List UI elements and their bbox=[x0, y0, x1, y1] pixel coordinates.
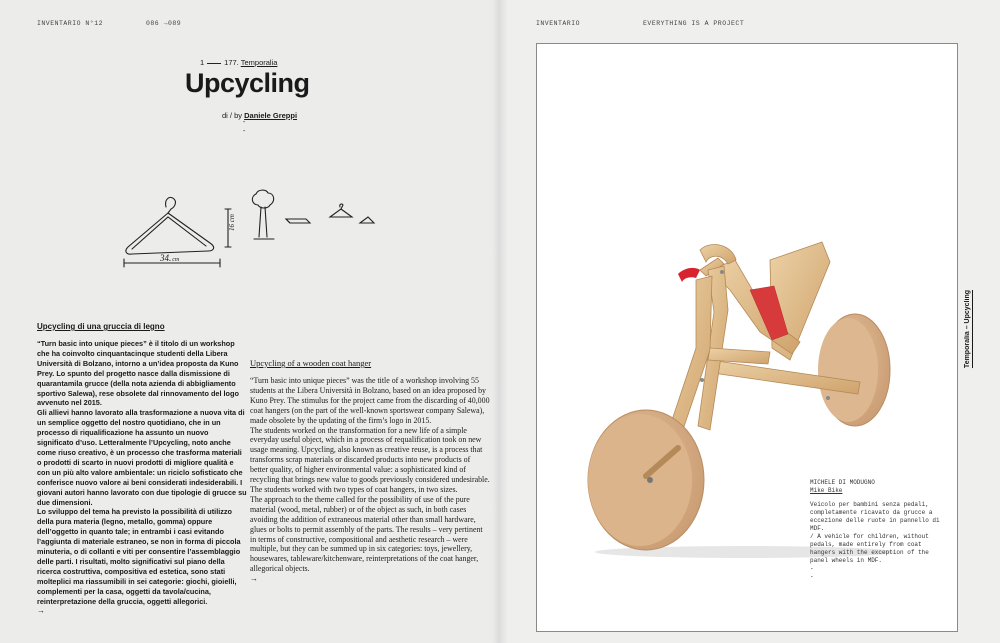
front-wheel-face bbox=[588, 414, 692, 546]
byline bbox=[222, 111, 297, 120]
section-tag bbox=[200, 58, 277, 67]
section-rule bbox=[207, 63, 221, 64]
front-hub bbox=[647, 477, 653, 483]
tree-figure bbox=[252, 190, 273, 208]
section-name: Temporalia bbox=[240, 58, 278, 67]
bolt bbox=[700, 378, 704, 382]
caption-title: Mike Bike bbox=[810, 487, 843, 494]
rear-wheel-face bbox=[818, 318, 878, 422]
section-page: 177. bbox=[224, 58, 239, 67]
continue-arrow: → bbox=[250, 574, 258, 584]
article-title: Upcycling bbox=[185, 68, 310, 98]
italian-paragraph: “Turn basic into unique pieces” è il titolo di un workshop che ha coinvolto cinquantacinque studenti della Libera Università di Bolzano, intorno a un’idea proposta da Kuno Prey. Lo spunto del progetto nasce dalla dismissione di quarantamila grucce (della nota azienda di abbigliamento sportivo Salewa), rese obsolete dal rinnovamento del logo avvenuto nel 2015. bbox=[37, 339, 239, 408]
continue-arrow: → bbox=[37, 606, 45, 616]
english-paragraph: The students worked on the transformation for a new life of a simple everyday useful object, which in a process of requalification took on new usage meaning. Upcycling, also known as creative reuse, is a process that transforms scrap materials or discarded products into new products of better quality, of higher environmental value: a sophisticated kind of recycling that brings new value to goods previously considered undesirable. The students worked with two types of coat hangers, in two sizes. bbox=[250, 425, 490, 494]
italian-paragraph: Lo sviluppo del tema ha previsto la possibilità di utilizzo della pura materia (legno, metallo, gomma) oppure dell’oggetto in quanto tale; in entrambi i casi evitando l’aggiunta di materiale estraneo, se non in forma di piccola minuteria, o di collanti e viti per consentire l’assemblaggio delle parti. I risultati, molto significativi sul piano della ricerca costruttiva, compositiva ed estetica, sono stati molteplici ma riassumibili in sei categorie: giochi, gioielli, complementi per la casa, oggetti da tavola/cucina, reinterpretazione della gruccia, oggetti allegorici. bbox=[37, 507, 241, 606]
bolt bbox=[720, 270, 724, 274]
byline-prefix: di / by bbox=[222, 111, 243, 120]
small-triangle-piece bbox=[360, 217, 374, 223]
hanger-hook bbox=[166, 197, 176, 213]
bolt bbox=[826, 396, 830, 400]
spread-gutter bbox=[492, 0, 508, 643]
english-body bbox=[250, 376, 490, 584]
dimension-width-label: 34.cm bbox=[160, 253, 180, 263]
running-header-magazine-right: INVENTARIO bbox=[536, 20, 581, 27]
italian-heading: Upcycling di una gruccia di legno bbox=[37, 322, 165, 331]
dimension-height-label: 16 cm bbox=[228, 214, 236, 231]
side-section-label: Temporalia – Upcycling bbox=[964, 290, 971, 369]
section-number: 1 bbox=[200, 58, 205, 67]
hanger-body bbox=[126, 213, 214, 254]
title-dots: - - bbox=[243, 119, 246, 135]
photo-caption bbox=[810, 479, 950, 581]
english-paragraph: “Turn basic into unique pieces” was the title of a workshop involving 55 students at the Libera Università in Bolzano, based on an idea proposed by Kuno Prey. The stimulus for the project came from the discarding of 40,000 coat hangers (on the part of the well-known sportswear company Salewa), made obsolete by the updating of the firm’s logo in 2015. bbox=[250, 376, 490, 425]
hanger-sketch-illustration bbox=[110, 185, 390, 295]
running-header-pages: 086 →089 bbox=[146, 20, 182, 27]
english-heading: Upcycling of a wooden coat hanger bbox=[250, 358, 372, 368]
small-hanger bbox=[330, 204, 352, 217]
caption-designer: MICHELE DI MODUGNO bbox=[810, 479, 875, 486]
italian-paragraph: Gli allievi hanno lavorato alla trasformazione a nuova vita di un semplice oggetto del nostro quotidiano, che in un processo di riqualificazione ha assunto un nuovo significato d’uso. Letteralmente l’Upcycling, noto anche come riuso creativo, è un processo che trasforma materiali o prodotti di scarto in nuovi prodotti di migliore qualità e con un più alto valore ambientale: un riciclo sofisticato che conferisce nuovo valore ai beni considerati indesiderabili. I giovani autori hanno lavorato con due tipologie di grucce su due dimensioni. bbox=[37, 408, 247, 507]
english-paragraph: The approach to the theme called for the possibility of use of the pure material (wood, metal, rubber) or of the object as such, in both cases avoiding the addition of extraneous material other than small hardware, glues or bolts to permit assembly of the parts. The results – very pertinent in terms of constructive, compositional and aesthetic research – were multiple, but they can be summed up in six categories: toys, jewellery, housewares, tableware/kitchenware, reinterpretations of the coat hanger, allegorical objects. bbox=[250, 494, 483, 574]
running-header-tagline: EVERYTHING IS A PROJECT bbox=[643, 20, 745, 27]
caption-text: Veicolo per bambini senza pedali, completamente ricavato da grucce a eccezione delle ruote in pannello di MDF. / A vehicle for children, without pedals, made entirely from coat hangers with the exception of the panel wheels in MDF. - - bbox=[810, 501, 940, 580]
italian-body bbox=[37, 339, 247, 616]
running-header-magazine: INVENTARIO N°12 bbox=[37, 20, 104, 27]
author-name: Daniele Greppi bbox=[244, 111, 298, 120]
